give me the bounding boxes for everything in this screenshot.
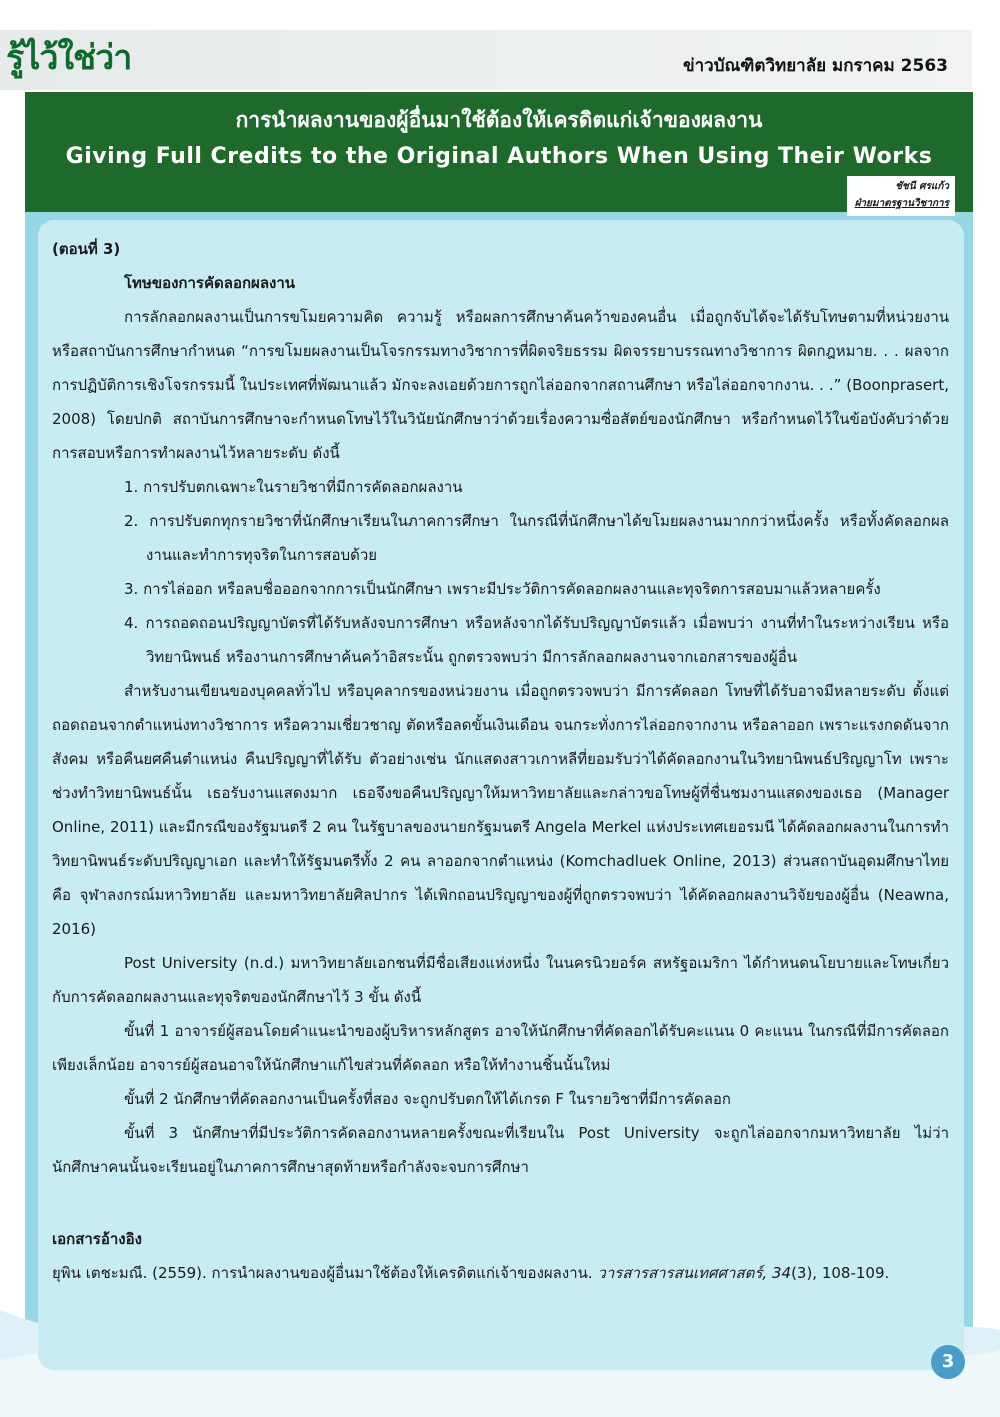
reference-item xyxy=(52,1256,949,1290)
step-1: ขั้นที่ 1 อาจารย์ผู้สอนโดยคำแนะนำของผู้บริหารหลักสูตร อาจให้นักศึกษาที่คัดลอกได้รับคะแนน 0 คะแนน ในกรณีที่มีการคัดลอกเพียงเล็กน้อย อาจารย์ผู้สอนอาจให้นักศึกษาแก้ไขส่วนที่คัดลอก หรือให้ทำงานชิ้นนั้นใหม่ xyxy=(52,1022,949,1074)
author-name: ชัชนี ศรแก้ว xyxy=(895,181,949,192)
title-block xyxy=(25,92,973,212)
reference-tail: (3), 108-109. xyxy=(791,1264,890,1282)
page-number-badge: 3 xyxy=(931,1345,965,1379)
list-item-1: 1. การปรับตกเฉพาะในรายวิชาที่มีการคัดลอกผลงาน xyxy=(124,478,463,496)
part-label: (ตอนที่ 3) xyxy=(52,240,121,258)
paragraph-2: สำหรับงานเขียนของบุคคลทั่วไป หรือบุคลากรของหน่วยงาน เมื่อถูกตรวจพบว่า มีการคัดลอก โทษที่ได้รับอาจมีหลายระดับ ตั้งแต่ถอดถอนจากตำแหน่งทางวิชาการ หรือความเชี่ยวชาญ ตัดหรือลดขั้นเงินเดือน จนกระทั่งการไล่ออกจากงาน หรือลาออก เพราะแรงกดดันจากสังคม หรือคืนยศคืนตำแหน่ง คืนปริญญาที่ได้รับ ตัวอย่างเช่น นักแสดงสาวเกาหลีที่ยอมรับว่าได้คัดลอกงานในวิทยานิพนธ์ปริญญาโท เพราะช่วงทำวิทยานิพนธ์นั้น เธอรับงานแสดงมาก เธอจึงขอคืนปริญญาให้มหาวิทยาลัยและกล่าวขอโทษผู้ที่ชื่นชมงานแสดงของเธอ (Manager Online, 2011) และมีกรณีของรัฐมนตรี 2 คน ในรัฐบาลของนายกรัฐมนตรี Angela Merkel แห่งประเทศเยอรมนี ได้คัดลอกผลงานในการทำวิทยานิพนธ์ระดับปริญญาเอก และทำให้รัฐมนตรีทั้ง 2 คน ลาออกจากตำแหน่ง (Komchadluek Online, 2013) ส่วนสถาบันอุดมศึกษาไทย คือ จุฬาลงกรณ์มหาวิทยาลัย และมหาวิทยาลัยศิลปากร ได้เพิกถอนปริญญาของผู้ที่ถูกตรวจพบว่า ได้คัดลอกผลงานวิจัยของผู้อื่น (Neawna, 2016) xyxy=(52,682,949,938)
reference-journal: วารสารสารสนเทศศาสตร์, 34 xyxy=(597,1264,792,1282)
author-box xyxy=(847,176,955,216)
list-item-4: 4. การถอดถอนปริญญาบัตรที่ได้รับหลังจบการศึกษา หรือหลังจากได้รับปริญญาบัตรแล้ว เมื่อพบว่า งานที่ทำในระหว่างเรียน หรือวิทยานิพนธ์ หรืองานการศึกษาค้นคว้าอิสระนั้น ถูกตรวจพบว่า มีการลักลอกผลงานจากเอกสารของผู้อื่น xyxy=(124,614,949,666)
title-thai: การนำผลงานของผู้อื่นมาใช้ต้องให้เครดิตแก่เจ้าของผลงาน xyxy=(235,108,763,132)
list-item-3: 3. การไล่ออก หรือลบชื่อออกจากการเป็นนักศึกษา เพราะมีประวัติการคัดลอกผลงานและทุจริตการสอบมาแล้วหลายครั้ง xyxy=(124,580,881,598)
brand-title: รู้ไว้ใช่ว่า xyxy=(6,38,132,78)
references-heading: เอกสารอ้างอิง xyxy=(52,1230,142,1248)
title-english: Giving Full Credits to the Original Authors When Using Their Works xyxy=(65,144,933,169)
reference-main: ยุพิน เตชะมณี. (2559). การนำผลงานของผู้อื่นมาใช้ต้องให้เครดิตแก่เจ้าของผลงาน. xyxy=(52,1264,598,1282)
paragraph-3: Post University (n.d.) มหาวิทยาลัยเอกชนที่มีชื่อเสียงแห่งหนึ่ง ในนครนิวยอร์ค สหรัฐอเมริกา ได้กำหนดนโยบายและโทษเกี่ยวกับการคัดลอกผลงานและทุจริตของนักศึกษาไว้ 3 ขั้น ดังนี้ xyxy=(52,954,949,1006)
article-body xyxy=(52,232,949,1290)
list-item-2: 2. การปรับตกทุกรายวิชาที่นักศึกษาเรียนในภาคการศึกษา ในกรณีที่นักศึกษาได้ขโมยผลงานมากกว่าหนึ่งครั้ง หรือทั้งคัดลอกผลงานและทำการทุจริตในการสอบด้วย xyxy=(124,512,949,564)
step-3: ขั้นที่ 3 นักศึกษาที่มีประวัติการคัดลอกงานหลายครั้งขณะที่เรียนใน Post University จะถูกไล่ออกจากมหาวิทยาลัย ไม่ว่านักศึกษาคนนั้นจะเรียนอยู่ในภาคการศึกษาสุดท้ายหรือกำลังจะจบการศึกษา xyxy=(52,1124,949,1176)
author-affiliation: ฝ่ายมาตรฐานวิชาการ xyxy=(854,198,949,209)
section-subheading: โทษของการคัดลอกผลงาน xyxy=(124,274,296,292)
paragraph-1: การลักลอกผลงานเป็นการขโมยความคิด ความรู้ หรือผลการศึกษาค้นคว้าของคนอื่น เมื่อถูกจับได้จะได้รับโทษตามที่หน่วยงาน หรือสถาบันการศึกษากำหนด “การขโมยผลงานเป็นโจรกรรมทางวิชาการที่ผิดจริยธรรม ผิดจรรยาบรรณทางวิชาการ ผิดกฎหมาย. . . ผลจากการปฏิบัติการเชิงโจรกรรมนี้ ในประเทศที่พัฒนาแล้ว มักจะลงเอยด้วยการถูกไล่ออกจากสถานศึกษา หรือไล่ออกจากงาน. . .” (Boonprasert, 2008) โดยปกติ สถาบันการศึกษาจะกำหนดโทษไว้ในวินัยนักศึกษาว่าด้วยเรื่องความซื่อสัตย์ของนักศึกษา หรือกำหนดไว้ในข้อบังคับว่าด้วยการสอบหรือการทำผลงานไว้หลายระดับ ดังนี้ xyxy=(52,308,949,462)
step-2: ขั้นที่ 2 นักศึกษาที่คัดลอกงานเป็นครั้งที่สอง จะถูกปรับตกให้ได้เกรด F ในรายวิชาที่มีการคัดลอก xyxy=(124,1090,732,1108)
issue-label: ข่าวบัณฑิตวิทยาลัย มกราคม 2563 xyxy=(683,56,948,76)
